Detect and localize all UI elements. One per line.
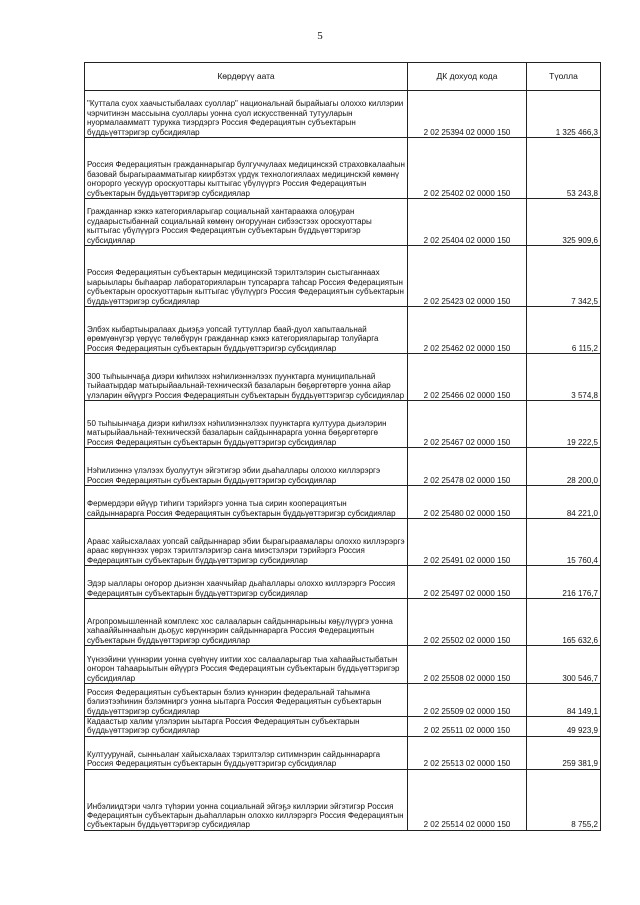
table-row bbox=[85, 519, 601, 566]
row-amount: 15 760,4 bbox=[527, 519, 601, 566]
row-name: "Куттала суох хаачыстыбалаах суоллар" национальнай бырайыагы олоххо киллэрии чэрчитинэн массыына суоллары уонна суол искусственнай тутууларын нуормалаамматт турукка тиэрдэргэ Россия Федерациятын субъектарын бүддьүөттэригэр субсидиялар bbox=[85, 91, 408, 138]
row-name: Култуурунай, сынньалаҥ хайысхалаах тэрилтэлэр ситимнэрин сайдыннарарга Россия Федерациятын субъектарын бүддьүөттэригэр субсидиялар bbox=[85, 736, 408, 769]
row-name: Фермердэри өйүүр тиһиги тэрийэргэ уонна тыа сирин кооперациятын сайдыннарарга Россия Федерациятын субъектарын бүддьүөттэригэр субсидиялар bbox=[85, 486, 408, 519]
row-amount: 216 176,7 bbox=[527, 566, 601, 599]
row-code: 2 02 25394 02 0000 150 bbox=[408, 91, 527, 138]
row-code: 2 02 25508 02 0000 150 bbox=[408, 646, 527, 684]
table-row bbox=[85, 199, 601, 246]
row-code: 2 02 25509 02 0000 150 bbox=[408, 684, 527, 717]
row-name: Элбэх кыбартыыралаах дьиэҕэ уопсай туттуллар баай-дуол хапытаальнай өрөмүөнүгэр үөрүүс төлөбүрүн гражданнар кэккэ категорияларыгар толуйарга Россия Федерациятын субъектарын бүддьүөттэригэр субсидиялар bbox=[85, 307, 408, 354]
row-amount: 1 325 466,3 bbox=[527, 91, 601, 138]
table-row bbox=[85, 246, 601, 307]
row-code: 2 02 25480 02 0000 150 bbox=[408, 486, 527, 519]
row-amount: 7 342,5 bbox=[527, 246, 601, 307]
page-number: 5 bbox=[317, 30, 323, 42]
row-name: Нэһилиэннэ үлэлээх буолуутун эйгэтигэр эбии дьаһаллары олоххо киллэрэргэ Россия Федерациятын субъектарын бүддьүөттэригэр субсидиялар bbox=[85, 448, 408, 486]
header-code: ДК дохуод кода bbox=[408, 63, 527, 91]
row-amount: 8 755,2 bbox=[527, 769, 601, 830]
table-row bbox=[85, 566, 601, 599]
table-row bbox=[85, 736, 601, 769]
row-name: Эдэр ыаллары оҥорор дьиэнэн хааччыйар дьаһаллары олоххо киллэрэргэ Россия Федерациятын субъектарын бүддьүөттэригэр субсидиялар bbox=[85, 566, 408, 599]
row-code: 2 02 25466 02 0000 150 bbox=[408, 354, 527, 401]
row-code: 2 02 25467 02 0000 150 bbox=[408, 401, 527, 448]
row-code: 2 02 25497 02 0000 150 bbox=[408, 566, 527, 599]
row-name: 50 тыһыынчаҕа диэри киһилээх нэһилиэннэлээх пуунктарга култуура дьиэлэрин матырыйаальнай-техническэй базаларын сайдыннарарга уонна бөҕөргөтөргө Россия Федерациятын субъектарын бүддьүөттэригэр субсидиялар bbox=[85, 401, 408, 448]
row-name: Агропромышленнай комплекс хос салааларын сайдыннарыныы көҕүлүүргэ уонна хаһааййыннааһын дьоҕус көрүннэрин сайдыннарарга Россия Федерациятын субъектарын бүддьүөттэригэр субсидиялар bbox=[85, 599, 408, 646]
row-amount: 49 923,9 bbox=[527, 717, 601, 737]
row-name: 300 тыһыынчаҕа диэри киһилээх нэһилиэннэлээх пуунктарга муниципальнай тыйаатырдар матырыйаальнай-техническэй базаларын бөҕөргөтөргө уонна айар үлэларин өйүүргэ Россия Федерациятын субъектарын бүддьүөттэригэр субсидиялар bbox=[85, 354, 408, 401]
budget-table bbox=[84, 62, 601, 831]
table-row bbox=[85, 646, 601, 684]
table-row bbox=[85, 354, 601, 401]
row-amount: 28 200,0 bbox=[527, 448, 601, 486]
row-code: 2 02 25491 02 0000 150 bbox=[408, 519, 527, 566]
row-name: Инбэлиидтэри чэлгэ түһэрии уонна социальнай эйгэҕэ киллэрии эйгэтигэр Россия Федерациятын субъектарын дьаһалларын олоххо киллэрэргэ Россия Федерациятын субъектарын бүддьүөттэригэр субсидиялар bbox=[85, 769, 408, 830]
row-amount: 259 381,9 bbox=[527, 736, 601, 769]
row-code: 2 02 25423 02 0000 150 bbox=[408, 246, 527, 307]
table-row bbox=[85, 307, 601, 354]
table-row bbox=[85, 486, 601, 519]
row-amount: 84 149,1 bbox=[527, 684, 601, 717]
row-code: 2 02 25478 02 0000 150 bbox=[408, 448, 527, 486]
row-code: 2 02 25462 02 0000 150 bbox=[408, 307, 527, 354]
row-name: Россия Федерациятын субъектарын бэлиэ күннэрин федеральнай таһымҥа бэлиэтээһинин бэлэмниргэ уонна ыытарга Россия Федерациятын субъектарын бүддьүөттэригэр субсидиялар bbox=[85, 684, 408, 717]
row-name: Араас хайысхалаах уопсай сайдыннарар эбии бырагыраамалары олоххо киллэрэргэ араас көрүннээх үөрэх тэрилтэлэригэр саҥа миэстэлэри тэрийэргэ Россия Федерациятын субъектарын бүддьүөттэригэр субсидиялар bbox=[85, 519, 408, 566]
row-code: 2 02 25402 02 0000 150 bbox=[408, 138, 527, 199]
row-name: Үүнээйини үүннэрии уонна сүөһүнү иитии хос салааларыгар тыа хаһаайыстыбатын оҥорон таһаарыытын өйүүргэ Россия Федерациятын субъектарын бүддьүөттэригэр субсидиялар bbox=[85, 646, 408, 684]
header-name: Көрдөрүү аата bbox=[85, 63, 408, 91]
table-row bbox=[85, 448, 601, 486]
row-code: 2 02 25404 02 0000 150 bbox=[408, 199, 527, 246]
row-amount: 3 574,8 bbox=[527, 354, 601, 401]
table-row bbox=[85, 401, 601, 448]
row-amount: 53 243,8 bbox=[527, 138, 601, 199]
table-row bbox=[85, 769, 601, 830]
table-header-row bbox=[85, 63, 601, 91]
table-row bbox=[85, 717, 601, 737]
row-amount: 84 221,0 bbox=[527, 486, 601, 519]
row-name: Россия Федерациятын гражданнарыгар булгуччулаах медицинскэй страховкалааһын базовай бырагыраамматыгар киирбэтэх үрдүк технологиялаах медицинскэй көмөнү оҥорорго үескүүр ороскуоттары кыттыгас үбүлүүргэ Россия Федерациятын субъектарын бүддьүөттэригэр субсидиялар bbox=[85, 138, 408, 199]
row-amount: 6 115,2 bbox=[527, 307, 601, 354]
row-name: Россия Федерациятын субъектарын медицинскэй тэрилтэлэрин сыстыганнаах ыарыылары быһаарар лабораторияларын тупсарарга таһсар Россия Федерациятын субъектарын ороскуоттарын кыттыгас үбүлүүргэ Россия Федерациятын субъектарын бүддьүөттэригэр субсидиялар bbox=[85, 246, 408, 307]
header-amount: Түолла bbox=[527, 63, 601, 91]
row-name: Гражданнар кэккэ категорияларыгар социальнай хантараакка олоҕуран судаарыстыбаннай социальнай көмөнү оҥоруунан сибээстээх ороскуоттары кыттыгас үбүлүүргэ Россия Федерациятын субъектарын бүддьүөттэригэр субсидиялар bbox=[85, 199, 408, 246]
table-row bbox=[85, 684, 601, 717]
row-amount: 325 909,6 bbox=[527, 199, 601, 246]
table-row bbox=[85, 138, 601, 199]
table-row bbox=[85, 91, 601, 138]
row-code: 2 02 25513 02 0000 150 bbox=[408, 736, 527, 769]
row-amount: 300 546,7 bbox=[527, 646, 601, 684]
row-code: 2 02 25511 02 0000 150 bbox=[408, 717, 527, 737]
row-code: 2 02 25502 02 0000 150 bbox=[408, 599, 527, 646]
row-code: 2 02 25514 02 0000 150 bbox=[408, 769, 527, 830]
row-amount: 165 632,6 bbox=[527, 599, 601, 646]
table-row bbox=[85, 599, 601, 646]
row-amount: 19 222,5 bbox=[527, 401, 601, 448]
row-name: Кадаастыр халим үлэлэрин ыытарга Россия Федерациятын субъектарын бүддьүөттэригэр субсидиялар bbox=[85, 717, 408, 737]
